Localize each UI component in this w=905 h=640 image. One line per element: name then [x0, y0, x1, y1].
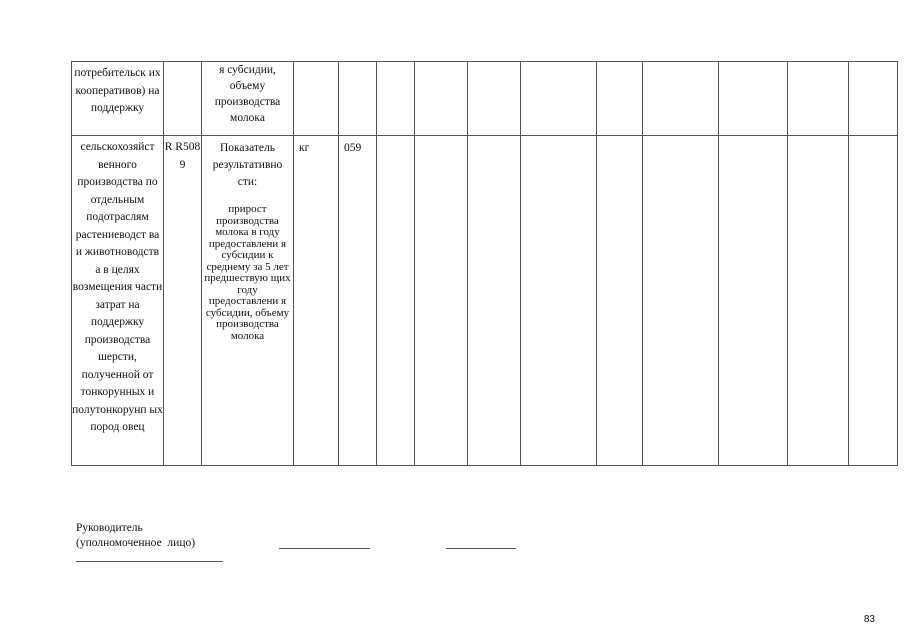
page-number: 83: [863, 614, 875, 625]
cell-empty: [597, 136, 643, 466]
cell-empty: [597, 62, 643, 136]
cell-empty: [377, 136, 415, 466]
table-row: [72, 62, 898, 136]
signature-subtitle: (уполномоченное лицо): [76, 537, 196, 549]
indicator-description: прирост производства молока в году предоставлени я субсидии к среднему за 5 лет предшествую щих году предоставлени я субсидии, объему производства молока: [204, 203, 291, 342]
cell-empty: [849, 136, 898, 466]
cell-empty: [294, 62, 339, 136]
cell-empty: [788, 62, 849, 136]
indicator-label: Показатель результативно сти:: [212, 142, 283, 188]
cell-empty: [788, 136, 849, 466]
cell-empty: [643, 62, 719, 136]
cell-indicator-cont: я субсидии, объему производства молока: [202, 62, 294, 136]
cell-code: R R508 9: [164, 136, 202, 466]
signature-line-sign: [279, 548, 370, 549]
cell-empty: [339, 62, 377, 136]
cell-empty: [468, 62, 521, 136]
cell-empty: [415, 136, 468, 466]
cell-indicator: [202, 136, 294, 466]
cell-empty: [719, 136, 788, 466]
cell-empty: [643, 136, 719, 466]
signature-line-name: [76, 561, 223, 562]
cell-okei-code: 059: [339, 136, 377, 466]
table-row: [72, 136, 898, 466]
cell-code-empty: [164, 62, 202, 136]
report-table: [71, 61, 898, 466]
cell-empty: [415, 62, 468, 136]
signature-block: [76, 521, 195, 551]
cell-unit: кг: [294, 136, 339, 466]
cell-empty: [521, 62, 597, 136]
signature-title: Руководитель: [76, 522, 143, 534]
cell-empty: [521, 136, 597, 466]
signature-line-decode: [446, 548, 516, 549]
cell-recipient-cont: потребительск их кооперативов) на поддержку: [72, 62, 164, 136]
cell-recipient: сельскохозяйст венного производства по отдельным подотраслям растениеводст ва и животноводств а в целях возмещения части затрат на поддержку производства шерсти, полученной от тонкорунных и полутонкорунп ых пород овец: [72, 136, 164, 466]
cell-empty: [468, 136, 521, 466]
cell-empty: [849, 62, 898, 136]
cell-empty: [719, 62, 788, 136]
cell-empty: [377, 62, 415, 136]
